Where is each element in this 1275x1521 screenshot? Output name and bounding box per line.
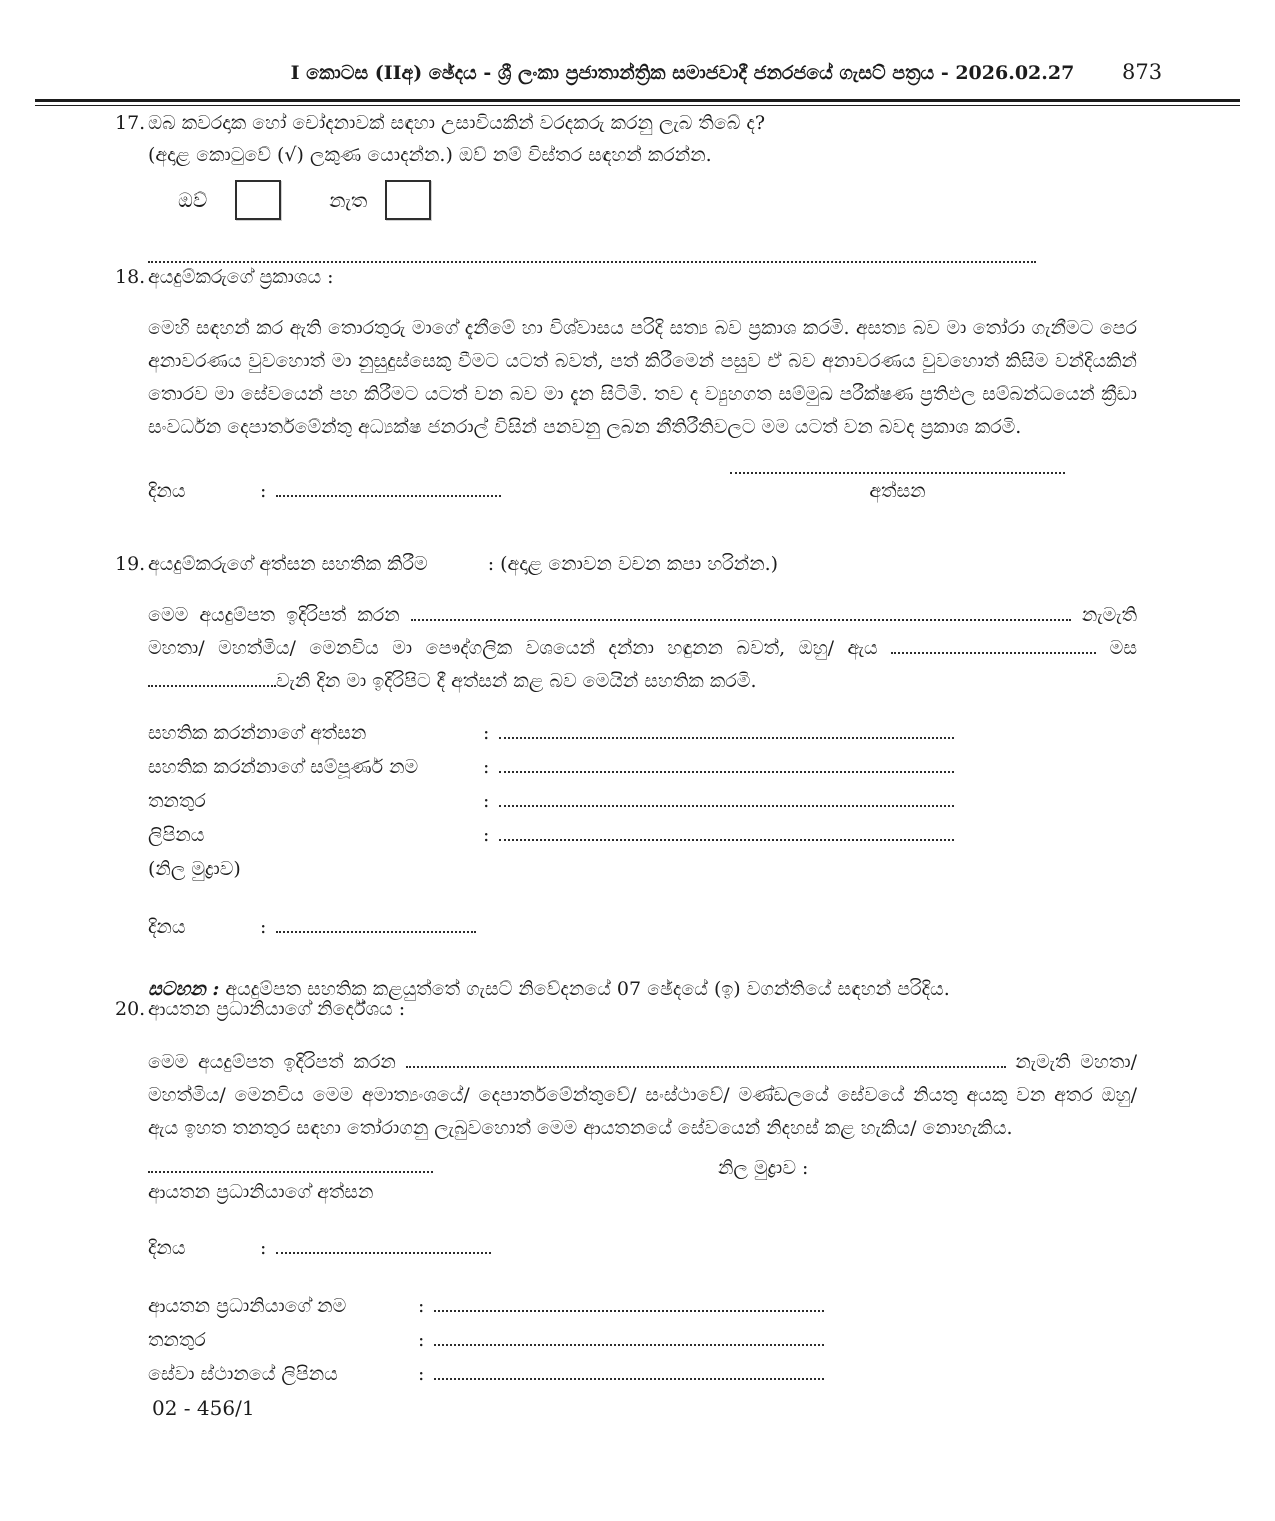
colon: : [483, 756, 490, 778]
colon: : [483, 722, 490, 744]
month-dotted-blank [891, 638, 1096, 654]
head-signature-dotted-line [148, 1157, 433, 1173]
colon: : [260, 916, 267, 938]
section-20-heading: ආයතන ප්‍රධානියාගේ නිර්දේශය : [148, 998, 406, 1020]
workplace-address-dotted-line [434, 1364, 824, 1380]
certification-text-4: වැනි දින මා ඉදිරිපිට දී අත්සන් කළ බව මෙයින් සහතික කරමි. [276, 670, 757, 692]
certification-text-2: නැමැති මහතා/ මහත්මිය/ මෙනවිය මා පෞද්ගලික වශයෙන් දන්නා හඳුනන බවත්, ඔහු/ ඇය [148, 604, 1138, 659]
certification-text-3: මස [1109, 637, 1137, 659]
section-18 [115, 266, 1137, 502]
date-dotted-line [276, 917, 476, 933]
section-20 [115, 998, 1137, 1391]
head-signature-label: ආයතන ප්‍රධානියාගේ අත්සන [148, 1181, 374, 1203]
signature-dotted-line [730, 458, 1065, 474]
no-label: නැත [329, 188, 368, 212]
colon: : [418, 1295, 425, 1317]
section-19-heading: අයදුම්කරුගේ අත්සන සහතික කිරීම [148, 553, 428, 575]
section-17 [115, 112, 1137, 268]
page-header-title: I කොටස (IIඅ) ඡේදය - ශ්‍රී ලංකා ප්‍රජාතාන්ත්‍රික සමාජවාදී ජනරජයේ ගැසට් පත්‍රය - 2026.02.27 [290, 62, 1075, 84]
certifier-name-dotted-line [499, 757, 954, 773]
head-name-dotted-line [434, 1296, 824, 1312]
header-rule [35, 99, 1240, 106]
colon: : [483, 790, 490, 812]
day-dotted-blank [148, 671, 276, 687]
gazette-reference-number: 02 - 456/1 [152, 1396, 255, 1420]
date-dotted-line [276, 1238, 491, 1254]
field-label: සහතික කරන්නාගේ අත්සන [148, 722, 367, 744]
section-19 [115, 553, 1137, 1004]
certification-text-1: මෙම අයදුම්පත ඉදිරිපත් කරන [148, 604, 400, 626]
colon: : [260, 480, 267, 502]
section-18-heading: අයදුම්කරුගේ ප්‍රකාශය : [148, 266, 334, 288]
recommendation-paragraph [148, 1046, 1137, 1145]
certification-paragraph [148, 599, 1137, 698]
field-label: තනතුර [148, 1329, 206, 1351]
certifier-signature-dotted-line [499, 723, 954, 739]
yes-checkbox [235, 180, 281, 220]
question-17-text: ඔබ කවරදාක හෝ චෝදනාවක් සඳහා උසාවියකින් වරදකරු කරනු ලැබ තිබේ ද? [148, 112, 766, 134]
yes-label: ඔව් [178, 188, 208, 212]
colon: : [418, 1329, 425, 1351]
recommendation-text-1: මෙම අයදුම්පත ඉදිරිපත් කරන [148, 1051, 396, 1073]
colon: : [260, 1237, 267, 1259]
note-label: සටහන : [148, 978, 220, 1000]
section-number: 19. [115, 553, 146, 575]
date-dotted-line [276, 481, 501, 497]
field-label: සේවා ස්ථානයේ ලිපිනය [148, 1363, 338, 1385]
details-dotted-line [148, 247, 1036, 263]
date-label: දිනය [148, 480, 186, 502]
date-label: දිනය [148, 1237, 186, 1259]
page-number: 873 [1122, 60, 1163, 84]
section-number: 20. [115, 998, 146, 1020]
field-label: තනතුර [148, 790, 206, 812]
question-17-instruction: (අදාළ කොටුවේ (√) ලකුණ යොදන්න.) ඔව් නම් විස්තර සඳහන් කරන්න. [148, 144, 712, 166]
official-seal-label: (නිල මුද්‍රාව) [148, 858, 241, 880]
note-text: අයදුම්පත සහතික කළයුත්තේ ගැසට් නිවේදනයේ 07 ඡේදයේ (ඉ) වගන්තියේ සඳහන් පරිදිය. [225, 978, 950, 1000]
declaration-paragraph: මෙහි සඳහන් කර ඇති තොරතුරු මාගේ දැනීමේ හා විශ්වාසය පරිදි සත්‍ය බව ප්‍රකාශ කරමි. අසත්‍ය බව මා තෝරා ගැනීමට පෙර අනාවරණය වුවහොත් මා නුසුදුස්සෙකු වීමට යටත් බවත්, පත් කිරීමෙන් පසුව ඒ බව අනාවරණය වුවහොත් කිසිම වන්දියකින් තොරව මා සේවයෙන් පහ කිරීමට යටත් වන බව මා දැන සිටිමි. තව ද ව්‍යුහගත සම්මුඛ පරීක්ෂණ ප්‍රතිඵල සම්බන්ධයෙන් ක්‍රීඩා සංවර්ධන දෙපාර්තමේන්තු අධ්‍යක්ෂ ජනරාල් විසින් පනවනු ලබන නීතිරීතිවලට මම යටත් වන බවද ප්‍රකාශ කරමි. [148, 317, 1137, 438]
colon: : [418, 1363, 425, 1385]
official-seal-label: නිල මුද්‍රාව : [718, 1157, 809, 1179]
field-label: සහතික කරන්නාගේ සම්පූර්ණ නම [148, 756, 419, 778]
section-19-heading-note: : (අදාළ නොවන වචන කපා හරින්න.) [487, 553, 779, 575]
certifier-address-dotted-line [499, 825, 954, 841]
name-dotted-blank [411, 605, 1071, 621]
section-number: 18. [115, 266, 146, 288]
field-label: ආයතන ප්‍රධානියාගේ නම [148, 1295, 347, 1317]
certifier-designation-dotted-line [499, 791, 954, 807]
head-designation-dotted-line [434, 1330, 824, 1346]
no-checkbox [385, 180, 431, 220]
signature-label: අත්සන [869, 480, 926, 502]
recommendation-text-2: නැමැති මහතා/ මහත්මිය/ මෙනවිය මෙම අමාත්‍යංශයේ/ දෙපාර්තමේන්තුවේ/ සංස්ථාවේ/ මණ්ඩලයේ සේවයේ නියතු අයකු වන අතර ඔහු/ ඇය ඉහත තනතුර සඳහා තෝරාගනු ලැබුවහොත් මෙම ආයතනයේ සේවයෙන් නිදහස් කළ හැකිය/ නොහැකිය. [148, 1051, 1138, 1139]
name-dotted-blank [406, 1052, 1006, 1068]
colon: : [483, 824, 490, 846]
section-number: 17. [115, 112, 146, 134]
date-label: දිනය [148, 916, 186, 938]
field-label: ලිපිනය [148, 824, 205, 846]
